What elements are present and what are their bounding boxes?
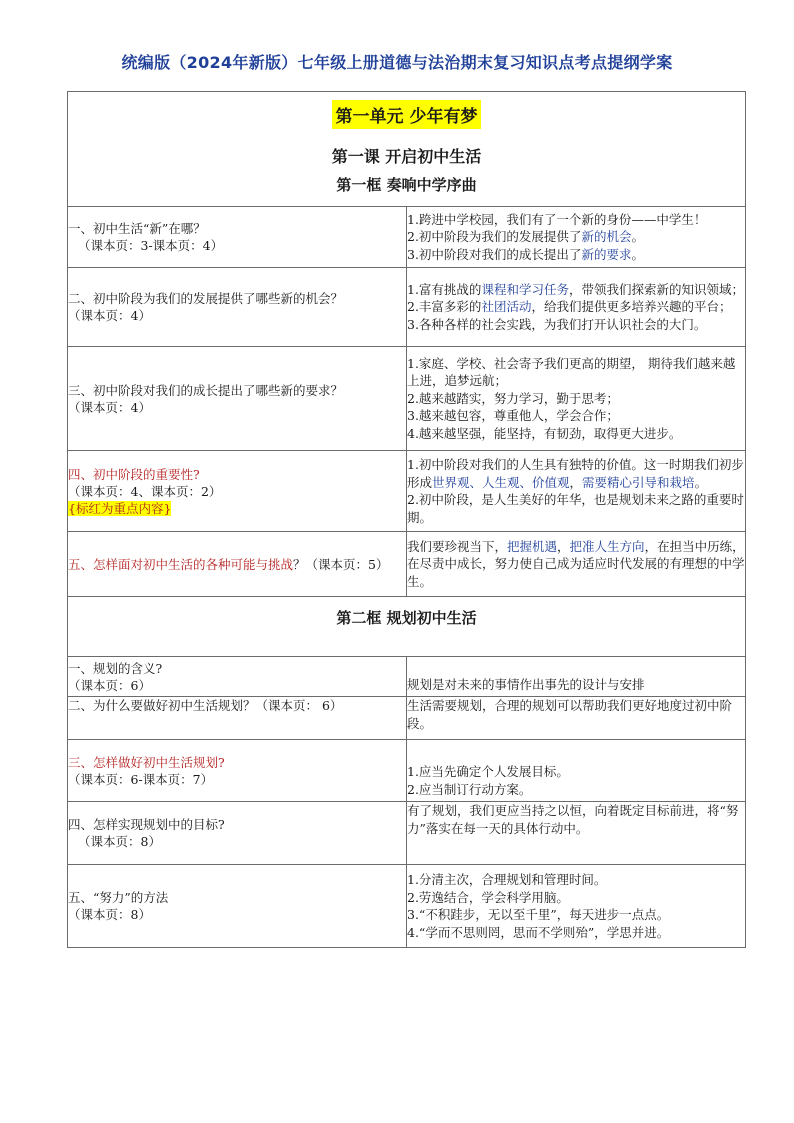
- question-text: 二、初中阶段为我们的发展提供了哪些新的机会？: [68, 291, 344, 306]
- answer-cell: [407, 740, 746, 802]
- question-cell: [68, 451, 407, 532]
- answer-cell: [407, 802, 746, 865]
- question-pages: （课本页：4）: [68, 399, 151, 415]
- question-pages: （课本页：3-课本页：4）: [78, 238, 224, 253]
- table-row: [68, 657, 746, 697]
- highlight-note: {标红为重点内容}: [68, 500, 172, 516]
- answer-cell: [407, 697, 746, 740]
- answer-cell: [407, 532, 746, 597]
- question-pages: （课本页：8）: [78, 834, 161, 849]
- answer-cell: [407, 268, 746, 347]
- answer-cell: [407, 865, 746, 948]
- question-text: 一、初中生活“新”在哪？: [68, 221, 206, 236]
- answer-line: 我们要珍视当下，把握机遇，把准人生方向，在担当中历练，在尽责中成长，努力使自己成为适应时代发展的有理想的中学生。: [407, 538, 745, 589]
- document-title: 统编版（2024年新版）七年级上册道德与法治期末复习知识点考点提纲学案: [121, 53, 673, 72]
- question-cell: [68, 207, 407, 268]
- answer-line: 2.丰富多彩的社团活动，给我们提供更多培养兴趣的平台；: [407, 299, 732, 315]
- answer-line: 1.分清主次，合理规划和管理时间。: [407, 872, 607, 887]
- answer-line: 生活需要规划，合理的规划可以帮助我们更好地度过初中阶段。: [407, 698, 733, 731]
- answer-line: 3.越来越包容，尊重他人，学会合作；: [407, 408, 619, 424]
- answer-line: 4.越来越坚强，能坚持，有韧劲，取得更大进步。: [407, 425, 682, 441]
- answer-line: 2.越来越踏实，努力学习，勤于思考；: [407, 390, 619, 406]
- question-text: 二、为什么要做好初中生活规划？（课本页： 6）: [68, 698, 343, 713]
- question-pages: （课本页：4）: [68, 308, 151, 323]
- table-row: [68, 207, 746, 268]
- answer-line: 规划是对未来的事情作出事先的设计与安排: [407, 676, 645, 692]
- table-row: [68, 697, 746, 740]
- question-text: 三、怎样做好初中生活规划?: [68, 754, 225, 770]
- answer-cell: [407, 347, 746, 451]
- answer-line: 3.“不积跬步，无以至千里”，每天进步一点点。: [407, 907, 670, 922]
- answer-line: 1.初中阶段对我们的人生具有独特的价值。这一时期我们初步形成世界观、人生观、价值观，需要精心引导和栽培。: [407, 457, 744, 490]
- question-cell: [68, 532, 407, 597]
- answer-line: 3.初中阶段对我们的成长提出了新的要求。: [407, 246, 644, 262]
- question-pages: （课本页：6-课本页：7）: [68, 771, 214, 787]
- table-row: [68, 268, 746, 347]
- answer-line: 2.应当制订行动方案。: [407, 781, 532, 797]
- table-row: [68, 865, 746, 948]
- outline-table: [67, 91, 746, 948]
- answer-line: 1.应当先确定个人发展目标。: [407, 764, 569, 779]
- question-text: 三、初中阶段对我们的成长提出了哪些新的要求？: [68, 382, 344, 398]
- question-text: 四、怎样实现规划中的目标?: [68, 817, 225, 832]
- unit-header-cell: [68, 92, 746, 207]
- frame-title-2: 第二框 规划初中生活: [336, 609, 477, 627]
- answer-line: 3.各种各样的社会实践，为我们打开认识社会的大门。: [407, 316, 707, 332]
- question-pages: （课本页：4、课本页：2）: [68, 483, 222, 499]
- question-text: 四、初中阶段的重要性?: [68, 466, 200, 482]
- table-row: [68, 740, 746, 802]
- answer-line: 4.“学而不思则罔，思而不学则殆”，学思并进。: [407, 924, 670, 940]
- question-text: 五、怎样面对初中生活的各种可能与挑战？（课本页：5）: [68, 556, 389, 572]
- question-cell: [68, 740, 407, 802]
- unit-title: 第一单元 少年有梦: [332, 100, 482, 129]
- answer-line: 2.劳逸结合，学会科学用脑。: [407, 889, 569, 905]
- answer-cell: [407, 657, 746, 697]
- question-pages: （课本页：6）: [68, 677, 151, 693]
- question-cell: [68, 802, 407, 865]
- answer-line: 2.初中阶段为我们的发展提供了新的机会。: [407, 229, 644, 245]
- answer-cell: [407, 207, 746, 268]
- frame-header-cell: [68, 597, 746, 657]
- question-text: 五、“努力”的方法: [68, 890, 169, 905]
- question-cell: [68, 697, 407, 740]
- answer-line: 1.跨进中学校园，我们有了一个新的身份——中学生！: [407, 211, 707, 227]
- question-cell: [68, 268, 407, 347]
- frame-header-row: [68, 597, 746, 657]
- answer-line: 1.富有挑战的课程和学习任务，带领我们探索新的知识领域；: [407, 281, 744, 297]
- answer-line: 2.初中阶段，是人生美好的年华，也是规划未来之路的重要时期。: [407, 492, 744, 525]
- table-row: [68, 532, 746, 597]
- table-row: [68, 451, 746, 532]
- question-cell: [68, 657, 407, 697]
- question-cell: [68, 347, 407, 451]
- question-pages: （课本页：8）: [68, 907, 151, 922]
- answer-line: 1.家庭、学校、社会寄予我们更高的期望， 期待我们越来越上进，追梦远航；: [407, 355, 736, 389]
- answer-cell: [407, 451, 746, 532]
- table-row: [68, 347, 746, 451]
- lesson-title: 第一课 开启初中生活: [331, 147, 482, 166]
- question-cell: [68, 865, 407, 948]
- answer-line: 有了规划，我们更应当持之以恒，向着既定目标前进，将“努力”落实在每一天的具体行动中。: [407, 803, 739, 836]
- question-text: 一、规划的含义?: [68, 660, 163, 676]
- frame-title-1: 第一框 奏响中学序曲: [336, 176, 477, 194]
- table-row: [68, 802, 746, 865]
